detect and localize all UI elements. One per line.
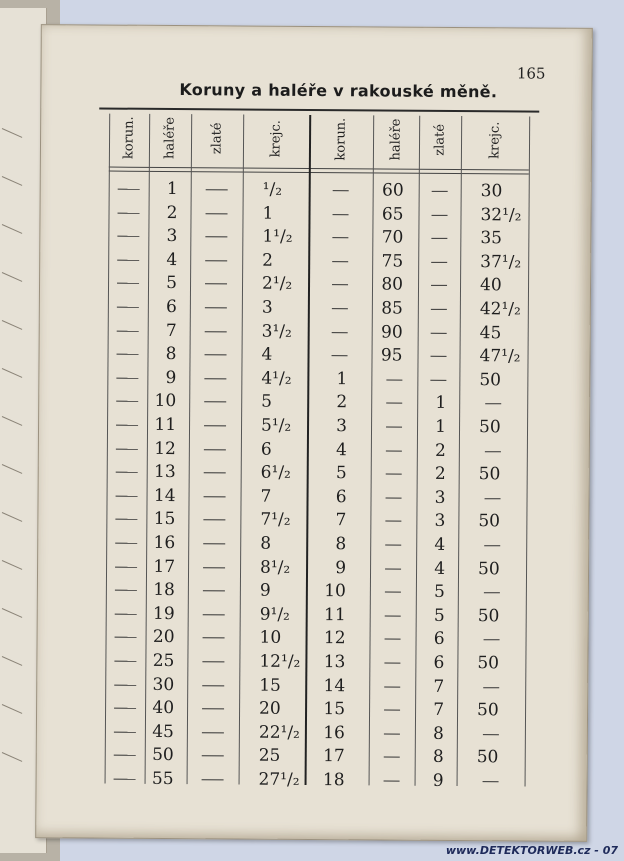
table-cell: 32¹/₂ [480, 204, 522, 226]
column-divider [187, 114, 193, 784]
empty-dash [332, 332, 348, 333]
table-cell: 37¹/₂ [480, 251, 522, 273]
empty-dash [118, 212, 140, 213]
empty-dash [117, 259, 139, 260]
table-cell: 30 [480, 181, 503, 202]
column-divider [239, 114, 245, 784]
empty-dash [202, 756, 224, 757]
table-cell: 85 [381, 298, 403, 319]
empty-dash [117, 330, 139, 331]
column-header: krejc. [268, 120, 284, 158]
table-cell: 4 [261, 344, 273, 365]
table-cell: 50 [476, 700, 499, 721]
table-cell: 4 [434, 558, 446, 579]
empty-dash [386, 403, 402, 404]
empty-dash [116, 377, 138, 378]
table-cell: 65 [381, 204, 404, 225]
empty-dash [202, 732, 224, 733]
table-cell: 80 [381, 274, 404, 296]
column-header: korun. [121, 116, 137, 160]
table-cell: 16 [153, 532, 176, 554]
table-cell: 13 [323, 652, 346, 673]
table-cell: 19 [153, 603, 175, 624]
empty-dash [204, 496, 226, 497]
empty-dash [432, 214, 448, 215]
table-cell: 50 [477, 558, 500, 579]
empty-dash [431, 262, 447, 263]
empty-dash [203, 590, 225, 591]
table-cell: 3 [166, 226, 178, 247]
table-cell: 3 [434, 511, 446, 532]
page-title: Koruny a haléře v rakouské měně. [179, 80, 498, 102]
header-rule-double [109, 171, 529, 175]
table-cell: 1 [435, 416, 447, 437]
previous-page-mark [2, 128, 23, 138]
table-cell: 1 [435, 393, 447, 414]
empty-dash [384, 733, 400, 734]
empty-dash [332, 285, 348, 286]
empty-dash [386, 474, 402, 475]
table-cell: 7 [433, 676, 445, 697]
empty-dash [485, 498, 501, 499]
table-cell: 5¹/₂ [260, 415, 292, 436]
empty-dash [430, 380, 446, 381]
column-header: korun. [333, 117, 349, 161]
empty-dash [204, 425, 226, 426]
table-cell: 6 [433, 652, 445, 673]
table-cell: 7 [260, 486, 272, 507]
empty-dash [431, 356, 447, 357]
table-cell: 95 [380, 345, 403, 366]
empty-dash [205, 260, 227, 261]
column-header: haléře [162, 116, 178, 159]
column-divider [457, 116, 463, 786]
empty-dash [115, 590, 137, 591]
empty-dash [333, 214, 349, 215]
table-cell: 3 [261, 297, 273, 318]
empty-dash [385, 615, 401, 616]
empty-dash [117, 283, 139, 284]
table-cell: 40 [152, 698, 175, 719]
page-number: 165 [516, 64, 546, 83]
table-cell: 11 [154, 414, 177, 436]
table-cell: 45 [152, 721, 174, 742]
empty-dash [202, 685, 224, 686]
empty-dash [384, 780, 400, 781]
table-cell: 3¹/₂ [261, 321, 292, 342]
empty-dash [204, 378, 226, 379]
column-header: krejc. [487, 121, 503, 159]
table-cell: 9¹/₂ [259, 604, 290, 625]
table-cell: 7 [335, 510, 347, 531]
empty-dash [202, 661, 224, 662]
table-cell: 25 [258, 746, 281, 767]
empty-dash [115, 519, 137, 520]
table-cell: 8 [165, 344, 177, 365]
table-cell: 9 [165, 367, 177, 388]
table-cell: 13 [154, 462, 176, 483]
empty-dash [432, 191, 448, 192]
empty-dash [333, 190, 349, 191]
empty-dash [206, 189, 228, 190]
table-cell: 10 [324, 581, 346, 602]
column-header: zlaté [432, 123, 448, 156]
table-cell: 15 [323, 699, 346, 720]
column-header: haléře [388, 118, 404, 161]
table-cell: 15 [153, 509, 176, 530]
empty-dash [202, 779, 224, 780]
empty-dash [332, 355, 348, 356]
table-cell: 2 [262, 250, 274, 271]
table-cell: 16 [323, 722, 345, 744]
empty-dash [202, 708, 224, 709]
watermark: www.DETEKTORWEB.cz - 07 [445, 844, 618, 857]
previous-page-mark [2, 320, 23, 330]
book-page [35, 24, 593, 842]
empty-dash [203, 520, 225, 521]
table-cell: 27¹/₂ [258, 769, 300, 790]
empty-dash [484, 545, 500, 546]
table-cell: 8¹/₂ [259, 557, 291, 578]
table-cell: 1 [166, 178, 178, 200]
previous-page-mark [2, 560, 23, 570]
table-cell: 90 [380, 322, 403, 343]
previous-page-mark [2, 464, 23, 474]
previous-page-mark [2, 368, 23, 378]
table-cell: 50 [478, 464, 501, 485]
empty-dash [203, 543, 225, 544]
empty-dash [431, 309, 447, 310]
empty-dash [385, 639, 401, 640]
table-cell: 17 [153, 556, 176, 577]
previous-page-mark [2, 512, 23, 522]
previous-page-mark [2, 752, 23, 762]
previous-page-mark [2, 176, 23, 186]
table-cell: 11 [324, 604, 346, 626]
empty-dash [332, 308, 348, 309]
table-cell: 50 [478, 417, 501, 438]
table-cell: 55 [151, 768, 174, 790]
empty-dash [385, 568, 401, 569]
table-cell: 18 [153, 580, 175, 601]
column-divider [105, 114, 111, 784]
empty-dash [386, 379, 402, 380]
empty-dash [205, 331, 227, 332]
table-cell: 5 [433, 605, 445, 626]
table-cell: 9 [432, 770, 444, 791]
table-cell: 50 [477, 653, 500, 674]
empty-dash [204, 449, 226, 450]
table-cell: 7 [433, 700, 445, 721]
empty-dash [483, 734, 499, 735]
table-cell: 50 [152, 745, 174, 766]
table-cell: 10 [154, 391, 177, 412]
empty-dash [203, 614, 225, 615]
table-cell: 12¹/₂ [259, 651, 301, 672]
table-cell: 2¹/₂ [261, 274, 293, 295]
empty-dash [205, 307, 227, 308]
empty-dash [483, 781, 499, 782]
empty-dash [386, 427, 402, 428]
table-cell: 6¹/₂ [260, 462, 291, 484]
table-cell: 14 [153, 485, 176, 506]
table-cell: 18 [322, 770, 345, 791]
empty-dash [385, 592, 401, 593]
empty-dash [117, 354, 139, 355]
column-divider [369, 115, 375, 785]
table-cell: 4 [166, 249, 178, 270]
empty-dash [386, 497, 402, 498]
empty-dash [431, 238, 447, 239]
empty-dash [484, 592, 500, 593]
table-cell: 3 [434, 487, 446, 508]
empty-dash [384, 710, 400, 711]
table-cell: 75 [381, 251, 404, 272]
table-cell: 7¹/₂ [260, 510, 291, 531]
column-divider [145, 114, 151, 784]
table-cell: 35 [480, 228, 503, 249]
empty-dash [114, 779, 136, 780]
table-cell: 50 [477, 605, 500, 627]
table-cell: 70 [381, 227, 404, 248]
empty-dash [205, 284, 227, 285]
table-cell: 30 [152, 674, 175, 695]
table-cell: 1 [262, 203, 274, 224]
empty-dash [332, 237, 348, 238]
table-cell: 25 [152, 650, 175, 672]
table-cell: 2 [434, 440, 446, 461]
empty-dash [114, 755, 136, 756]
empty-dash [116, 495, 138, 496]
table-cell: 15 [259, 675, 281, 696]
table-cell: 8 [433, 723, 444, 744]
empty-dash [114, 661, 136, 662]
empty-dash [203, 638, 225, 639]
table-cell: 50 [478, 511, 501, 532]
previous-page-mark [2, 224, 23, 234]
table-cell: ¹/₂ [262, 179, 283, 200]
table-cell: 7 [165, 320, 177, 341]
empty-dash [485, 451, 501, 452]
empty-dash [205, 354, 227, 355]
empty-dash [115, 566, 137, 567]
empty-dash [206, 213, 228, 214]
empty-dash [485, 404, 501, 405]
table-cell: 9 [335, 557, 347, 578]
empty-dash [384, 686, 400, 687]
table-cell: 12 [154, 438, 176, 459]
column-header: zlaté [209, 122, 225, 155]
table-cell: 20 [259, 698, 281, 719]
empty-dash [332, 261, 348, 262]
table-cell: 5 [261, 392, 273, 413]
empty-dash [205, 236, 227, 237]
table-cell: 5 [166, 273, 178, 294]
empty-dash [116, 401, 138, 402]
empty-dash [117, 307, 139, 308]
table-cell: 5 [335, 463, 347, 484]
table-cell: 40 [479, 275, 502, 296]
table-cell: 12 [323, 628, 346, 649]
table-cell: 4¹/₂ [261, 368, 292, 389]
table-cell: 17 [323, 746, 345, 767]
previous-page-mark [2, 608, 23, 618]
column-divider [525, 116, 531, 786]
table-cell: 20 [152, 627, 175, 648]
empty-dash [115, 637, 137, 638]
empty-dash [116, 425, 138, 426]
table-cell: 4 [434, 534, 446, 555]
empty-dash [431, 332, 447, 333]
table-cell: 2 [166, 202, 178, 223]
empty-dash [483, 687, 499, 688]
table-cell: 42¹/₂ [479, 299, 521, 320]
previous-page-mark [2, 416, 23, 426]
table-cell: 6 [433, 629, 445, 650]
table-cell: 50 [479, 369, 502, 391]
table-cell: 2 [434, 464, 446, 485]
table-cell: 50 [476, 747, 499, 768]
empty-dash [431, 285, 447, 286]
empty-dash [484, 640, 500, 641]
empty-dash [114, 731, 136, 732]
table-cell: 1 [336, 368, 348, 390]
table-cell: 10 [259, 628, 282, 649]
empty-dash [386, 450, 402, 451]
empty-dash [385, 544, 401, 545]
empty-dash [203, 567, 225, 568]
table-cell: 6 [335, 486, 347, 508]
table-cell: 8 [260, 533, 272, 554]
empty-dash [385, 521, 401, 522]
empty-dash [115, 613, 137, 614]
previous-page-mark [2, 272, 23, 282]
table-cell: 22¹/₂ [258, 722, 300, 743]
table-cell: 60 [381, 180, 404, 201]
empty-dash [114, 708, 136, 709]
previous-page-mark [2, 704, 23, 714]
table-cell: 2 [336, 392, 348, 413]
table-cell: 5 [433, 582, 445, 603]
table-cell: 14 [323, 675, 346, 696]
empty-dash [116, 448, 138, 449]
column-divider [305, 115, 312, 785]
table-cell: 6 [260, 439, 272, 460]
empty-dash [384, 662, 400, 663]
table-cell: 1¹/₂ [262, 226, 293, 248]
empty-dash [117, 236, 139, 237]
empty-dash [384, 757, 400, 758]
table-cell: 9 [259, 580, 271, 601]
table-cell: 47¹/₂ [479, 346, 521, 367]
empty-dash [114, 684, 136, 685]
empty-dash [115, 543, 137, 544]
table-cell: 8 [432, 747, 444, 768]
table-cell: 6 [165, 296, 177, 318]
empty-dash [204, 472, 226, 473]
table-cell: 3 [336, 416, 348, 437]
header-rule [109, 167, 529, 171]
column-divider [415, 116, 421, 786]
table-cell: 8 [335, 534, 347, 555]
empty-dash [204, 402, 226, 403]
table-cell: 4 [335, 439, 347, 460]
empty-dash [116, 472, 138, 473]
previous-page-mark [2, 656, 23, 666]
title-rule [99, 107, 539, 112]
table-cell: 45 [479, 322, 502, 343]
empty-dash [118, 189, 140, 190]
